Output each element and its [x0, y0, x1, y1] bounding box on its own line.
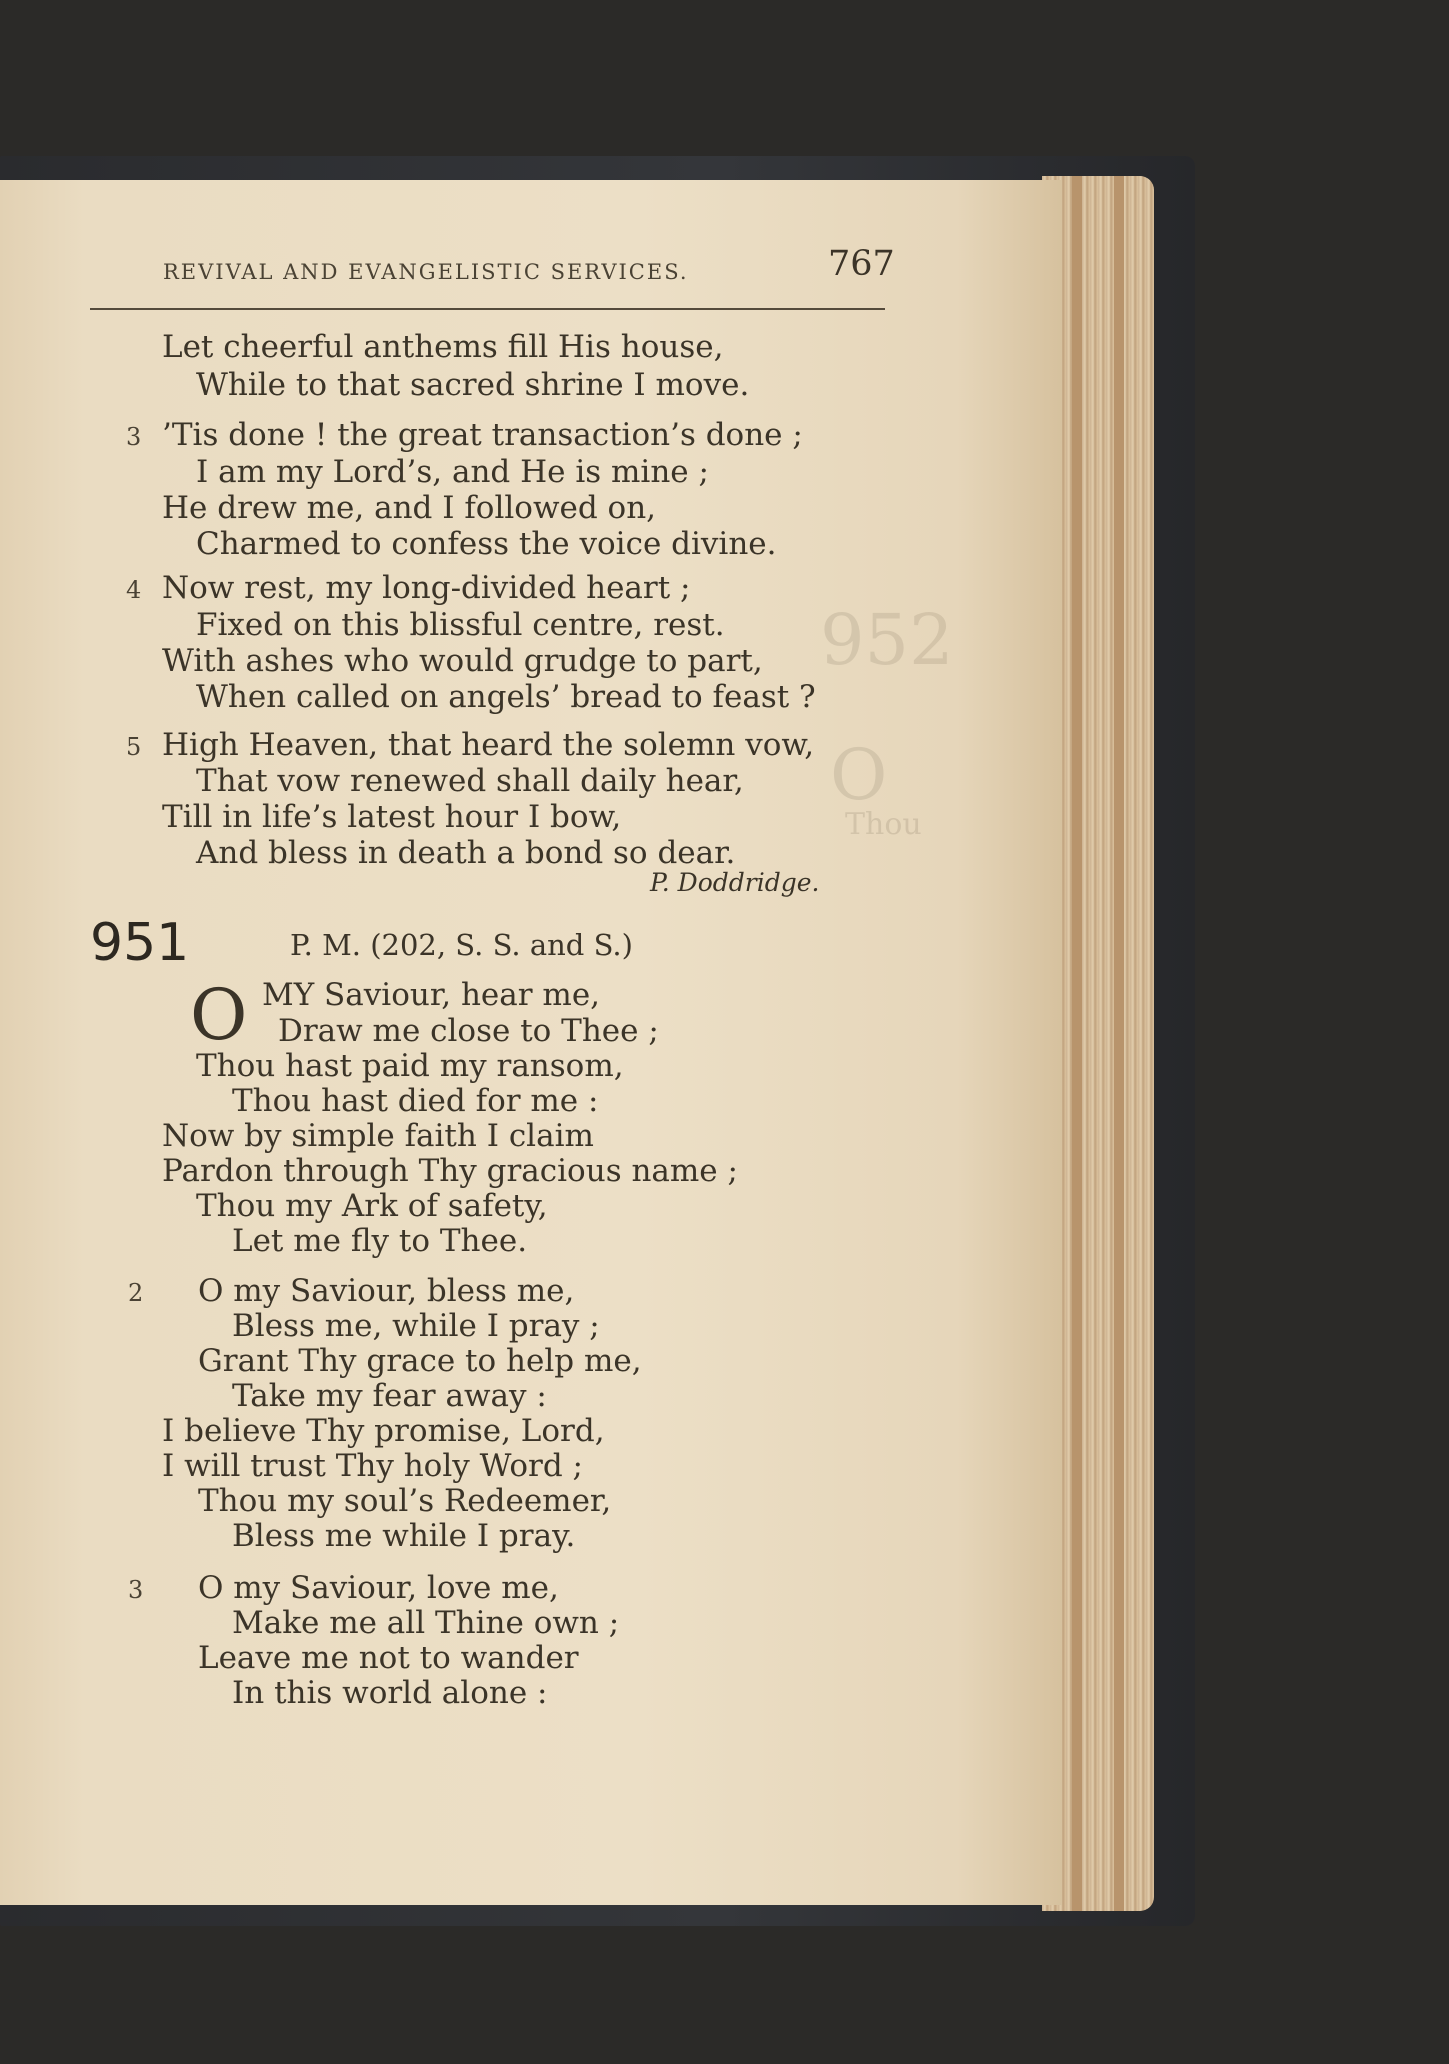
verse-line: I believe Thy promise, Lord,	[162, 1413, 605, 1449]
book-page: 952 O Thou REVIVAL AND EVANGELISTIC SERVICES. 767 Let cheerful anthems fill His house, While to that sacred shrine I move. 3 ’Tis done ! the great transaction’s done ; I am my Lord’s, and He is mine ; He drew me, and I followed on, Charmed to confess the voice divine. 4 Now rest, my long-divided heart ; Fixed on this blissful centre, rest. With ashes who would grudge to part, When called on angels’ bread to feast ? 5 High Heaven, that heard the solemn vow, That vow renewed shall daily hear, Till in life’s latest hour I bow, And bless in death a bond so dear. P. Doddridge. 951 P. M. (202, S. S. and S.) O MY Saviour, hear me, Draw me close to Thee ; Thou hast paid my ransom, Thou hast died for me : Now by simple faith I claim Pardon through Thy gracious name ; Thou my Ark of safety, Let me fly to Thee. 2 O my Saviour, bless me, Bless me, while I pray ; Grant Thy grace to help me, Take my fear away : I believe Thy promise, Lord, I will trust Thy holy Word ; Thou my soul’s Redeemer, Bless me while I pray. 3 O my Saviour, love me, Make me all Thine own ; Leave me not to wander In this world alone :	[0, 180, 1062, 1905]
header-rule	[90, 308, 885, 310]
verse-line: That vow renewed shall daily hear,	[196, 763, 744, 799]
verse-line: Let me fly to Thee.	[232, 1223, 528, 1259]
show-through: 952	[820, 599, 954, 681]
verse-line: Leave me not to wander	[198, 1640, 579, 1676]
stanza-number: 2	[128, 1279, 144, 1307]
verse-line: Take my fear away :	[232, 1378, 547, 1414]
stanza-number: 3	[126, 423, 142, 451]
verse-line: In this world alone :	[232, 1675, 548, 1711]
verse-line: Thou my Ark of safety,	[196, 1188, 548, 1224]
stanza-number: 4	[126, 576, 142, 604]
verse-line: Bless me, while I pray ;	[232, 1308, 600, 1344]
verse-line: High Heaven, that heard the solemn vow,	[162, 727, 815, 763]
verse-line: O my Saviour, love me,	[198, 1570, 559, 1606]
hymn-number: 951	[90, 913, 190, 973]
verse-line: While to that sacred shrine I move.	[196, 367, 750, 403]
verse-line: Bless me while I pray.	[232, 1518, 576, 1554]
verse-line: Pardon through Thy gracious name ;	[162, 1153, 738, 1189]
verse-line: Make me all Thine own ;	[232, 1605, 620, 1641]
stanza-number: 3	[128, 1576, 144, 1604]
verse-line: Thou hast paid my ransom,	[196, 1048, 624, 1084]
verse-line: Now by simple faith I claim	[162, 1118, 594, 1154]
verse-line: Grant Thy grace to help me,	[198, 1343, 642, 1379]
verse-line: And bless in death a bond so dear.	[196, 835, 736, 871]
verse-line: O my Saviour, bless me,	[198, 1273, 575, 1309]
verse-line: Thou my soul’s Redeemer,	[198, 1483, 612, 1519]
running-title: REVIVAL AND EVANGELISTIC SERVICES.	[163, 260, 689, 284]
verse-line: Charmed to confess the voice divine.	[196, 526, 777, 562]
verse-line: Thou hast died for me :	[232, 1083, 599, 1119]
drop-cap: O	[190, 974, 248, 1056]
verse-line: Let cheerful anthems fill His house,	[162, 329, 724, 365]
verse-line: With ashes who would grudge to part,	[162, 643, 763, 679]
page-number: 767	[828, 244, 895, 284]
verse-line: I am my Lord’s, and He is mine ;	[196, 454, 709, 490]
verse-line: He drew me, and I followed on,	[162, 490, 657, 526]
verse-line: ’Tis done ! the great transaction’s done ;	[162, 417, 803, 453]
hymn-meter: P. M. (202, S. S. and S.)	[290, 928, 633, 962]
verse-line: Draw me close to Thee ;	[278, 1013, 659, 1049]
verse-line: When called on angels’ bread to feast ?	[196, 679, 816, 715]
verse-line: MY Saviour, hear me,	[262, 977, 601, 1013]
verse-line: Now rest, my long-divided heart ;	[162, 570, 691, 606]
verse-line: Fixed on this blissful centre, rest.	[196, 607, 725, 643]
verse-line: I will trust Thy holy Word ;	[162, 1448, 583, 1484]
stanza-number: 5	[126, 733, 142, 761]
verse-line: Till in life’s latest hour I bow,	[162, 799, 622, 835]
attribution: P. Doddridge.	[650, 868, 820, 897]
